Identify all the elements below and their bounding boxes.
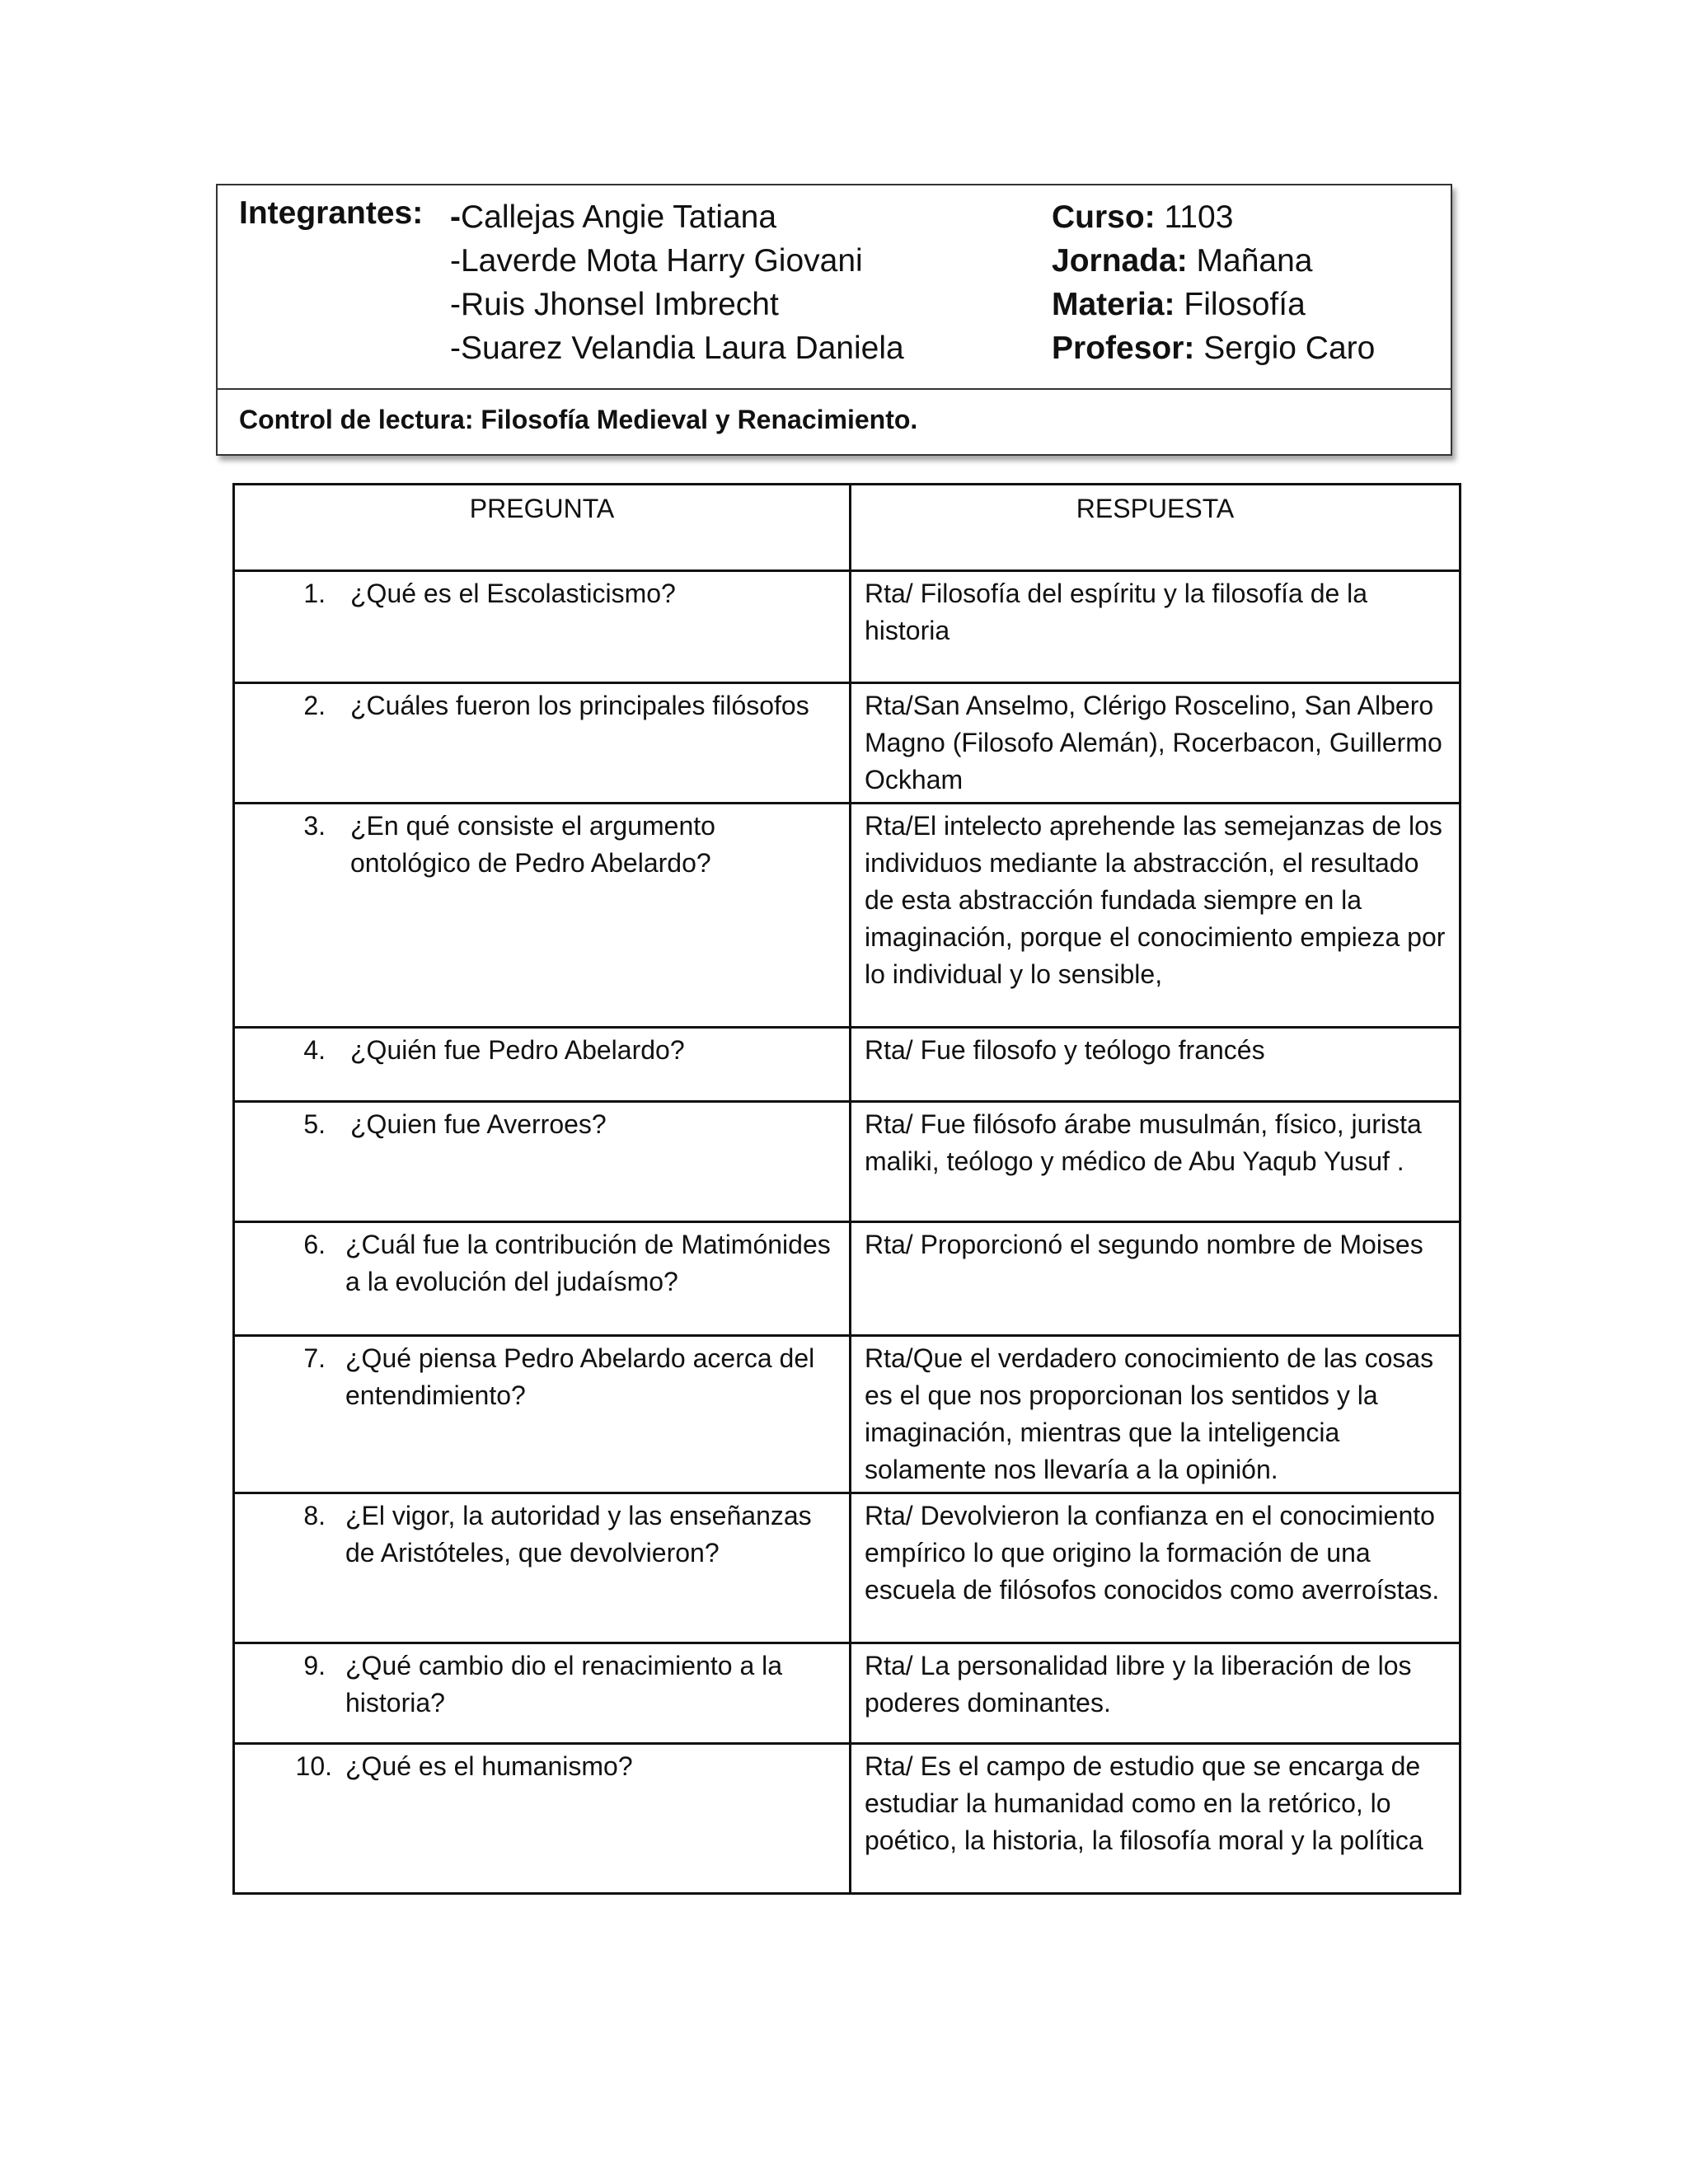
reading-title: Control de lectura: Filosofía Medieval y Renacimiento. xyxy=(239,405,918,434)
answer-text: Rta/ Devolvieron la confianza en el conocimiento empírico lo que origino la formación de una escuela de filósofos conocidos como averroístas. xyxy=(865,1501,1440,1605)
questions-table xyxy=(232,483,1461,1895)
question-number: 8. xyxy=(303,1501,326,1530)
curso-label: Curso: xyxy=(1052,199,1156,235)
question-cell xyxy=(234,1102,851,1222)
answer-cell xyxy=(851,683,1461,804)
table-row xyxy=(234,1336,1461,1493)
question-text: ¿Quién fue Pedro Abelardo? xyxy=(350,1035,685,1065)
question-text: ¿Qué piensa Pedro Abelardo acerca del entendimiento? xyxy=(345,1343,815,1410)
member-1-name: Callejas Angie Tatiana xyxy=(461,199,777,235)
question-number: 6. xyxy=(303,1230,326,1259)
answer-cell xyxy=(851,804,1461,1028)
member-1 xyxy=(450,195,904,239)
answer-cell xyxy=(851,571,1461,683)
question-text: ¿Cuál fue la contribución de Matimónides a la evolución del judaísmo? xyxy=(345,1230,831,1296)
header-info-section xyxy=(218,185,1451,390)
answer-text: Rta/ Proporcionó el segundo nombre de Moises xyxy=(865,1230,1423,1259)
question-number: 4. xyxy=(303,1035,326,1065)
answer-text: Rta/ Filosofía del espíritu y la filosofía de la historia xyxy=(865,579,1368,645)
profesor-line xyxy=(1052,326,1375,370)
integrantes-label: Integrantes: xyxy=(239,195,424,231)
table-header-row xyxy=(234,485,1461,571)
question-text: ¿El vigor, la autoridad y las enseñanzas de Aristóteles, que devolvieron? xyxy=(345,1501,812,1568)
answer-cell xyxy=(851,1493,1461,1643)
question-cell xyxy=(234,1028,851,1102)
answer-cell xyxy=(851,1102,1461,1222)
member-4: -Suarez Velandia Laura Daniela xyxy=(450,330,904,366)
materia-line xyxy=(1052,283,1375,326)
question-text: ¿Qué cambio dio el renacimiento a la historia? xyxy=(345,1651,783,1718)
question-cell xyxy=(234,1222,851,1336)
materia-value: Filosofía xyxy=(1184,287,1306,322)
curso-value: 1103 xyxy=(1164,199,1234,235)
question-number: 9. xyxy=(303,1651,326,1680)
question-cell xyxy=(234,804,851,1028)
course-info xyxy=(1052,195,1375,370)
answer-text: Rta/ Fue filósofo árabe musulmán, físico, jurista maliki, teólogo y médico de Abu Yaqub Yusuf . xyxy=(865,1109,1422,1176)
header-box xyxy=(216,184,1452,456)
question-text: ¿En qué consiste el argumento ontológico de Pedro Abelardo? xyxy=(350,811,715,878)
column-header-question: PREGUNTA xyxy=(234,485,851,571)
table-row xyxy=(234,683,1461,804)
answer-cell xyxy=(851,1028,1461,1102)
answer-text: Rta/El intelecto aprehende las semejanzas de los individuos mediante la abstracción, el resultado de esta abstracción fundada siempre en la imaginación, porque el conocimiento empieza por lo individual y lo sensible, xyxy=(865,811,1446,989)
profesor-label: Profesor: xyxy=(1052,330,1195,366)
table-row xyxy=(234,1028,1461,1102)
question-number: 5. xyxy=(303,1109,326,1139)
question-number: 7. xyxy=(303,1343,326,1373)
jornada-value: Mañana xyxy=(1196,243,1313,279)
answer-text: Rta/ Fue filosofo y teólogo francés xyxy=(865,1035,1265,1065)
question-number: 1. xyxy=(303,579,326,608)
jornada-line xyxy=(1052,239,1375,283)
table-row xyxy=(234,804,1461,1028)
column-header-answer: RESPUESTA xyxy=(851,485,1461,571)
answer-text: Rta/ La personalidad libre y la liberación de los poderes dominantes. xyxy=(865,1651,1412,1718)
question-cell xyxy=(234,1493,851,1643)
question-cell xyxy=(234,1744,851,1894)
question-text: ¿Quien fue Averroes? xyxy=(350,1109,607,1139)
table-row xyxy=(234,571,1461,683)
curso-line xyxy=(1052,195,1375,239)
question-text: ¿Qué es el humanismo? xyxy=(345,1751,633,1781)
reading-title-section xyxy=(218,390,1451,456)
table-row xyxy=(234,1643,1461,1744)
question-number: 3. xyxy=(303,811,326,841)
answer-cell xyxy=(851,1744,1461,1894)
profesor-value: Sergio Caro xyxy=(1203,330,1376,366)
table-row xyxy=(234,1493,1461,1643)
answer-text: Rta/San Anselmo, Clérigo Roscelino, San Albero Magno (Filosofo Alemán), Rocerbacon, Guillermo Ockham xyxy=(865,691,1442,794)
table-row xyxy=(234,1102,1461,1222)
materia-label: Materia: xyxy=(1052,287,1175,322)
question-cell xyxy=(234,571,851,683)
table-row xyxy=(234,1744,1461,1894)
question-number: 2. xyxy=(303,691,326,720)
table-row xyxy=(234,1222,1461,1336)
member-1-dash: - xyxy=(450,199,461,235)
answer-cell xyxy=(851,1643,1461,1744)
question-text: ¿Qué es el Escolasticismo? xyxy=(350,579,676,608)
member-2: -Laverde Mota Harry Giovani xyxy=(450,243,863,279)
answer-cell xyxy=(851,1222,1461,1336)
question-text: ¿Cuáles fueron los principales filósofos xyxy=(350,691,809,720)
question-cell xyxy=(234,1336,851,1493)
member-3: -Ruis Jhonsel Imbrecht xyxy=(450,287,779,322)
answer-cell xyxy=(851,1336,1461,1493)
answer-text: Rta/ Es el campo de estudio que se encarga de estudiar la humanidad como en la retórico, lo poético, la historia, la filosofía moral y la política xyxy=(865,1751,1423,1855)
question-cell xyxy=(234,1643,851,1744)
question-cell xyxy=(234,683,851,804)
member-list xyxy=(450,195,904,370)
answer-text: Rta/Que el verdadero conocimiento de las cosas es el que nos proporcionan los sentidos y la imaginación, mientras que la inteligencia solamente nos llevaría a la opinión. xyxy=(865,1343,1434,1484)
jornada-label: Jornada: xyxy=(1052,243,1188,279)
question-number: 10. xyxy=(295,1751,332,1781)
